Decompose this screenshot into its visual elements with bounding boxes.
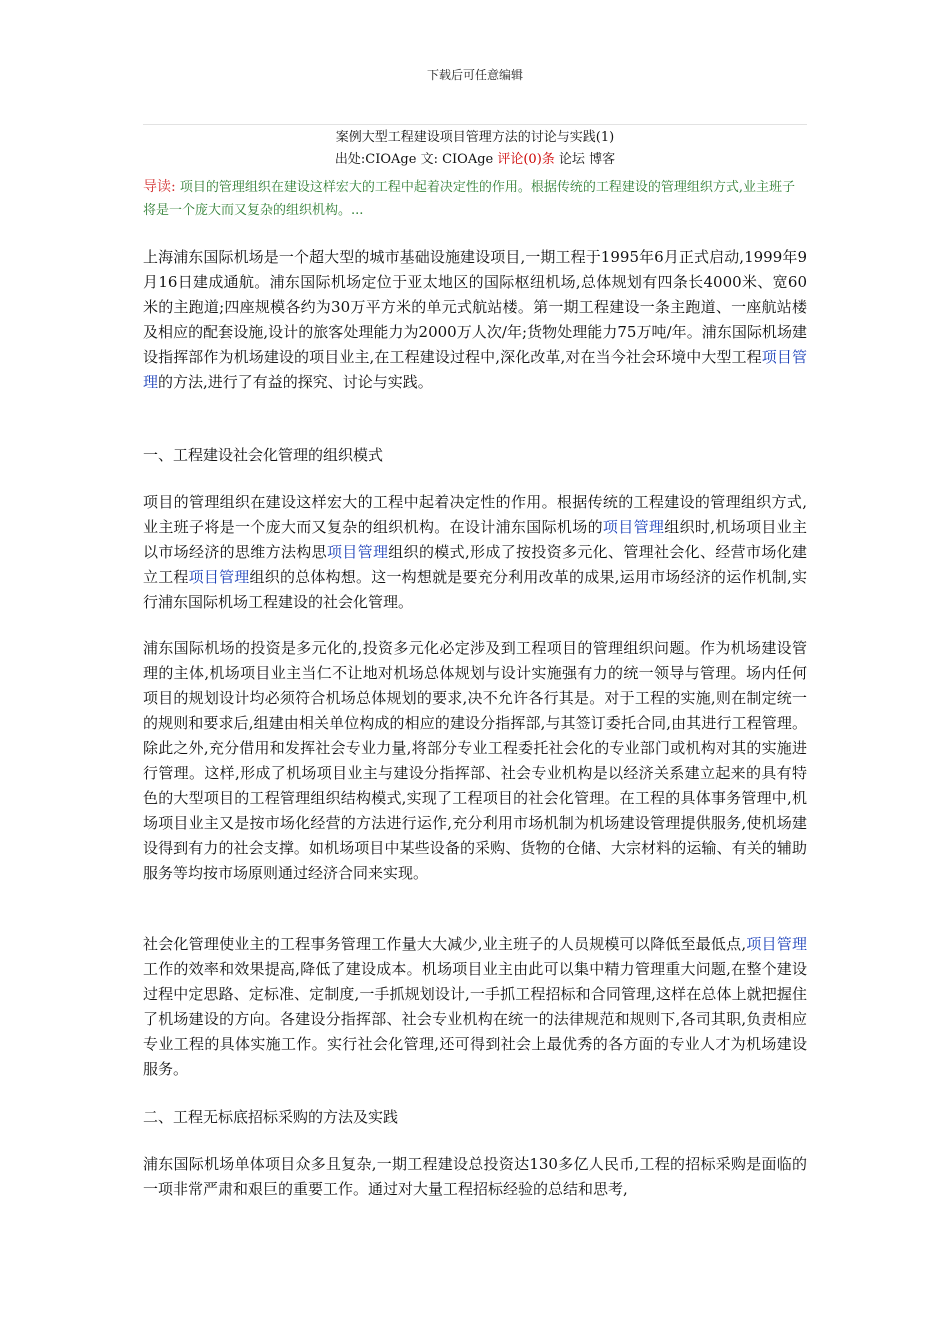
section-heading-2: 二、工程无标底招标采购的方法及实践 xyxy=(143,1108,399,1126)
lead-text: 项目的管理组织在建设这样宏大的工程中起着决定性的作用。根据传统的工程建设的管理组织方式,业主班子将是一个庞大而又复杂的组织机构。... xyxy=(143,180,795,218)
paragraph-2 xyxy=(143,490,807,615)
project-management-link[interactable]: 项目管理 xyxy=(143,348,807,391)
article-meta xyxy=(143,149,807,171)
article-title: 案例大型工程建设项目管理方法的讨论与实践(1) xyxy=(335,130,615,145)
author-label: 文: CIOAge xyxy=(420,152,494,167)
paragraph-4-text-b: 工作的效率和效果提高,降低了建设成本。机场项目业主由此可以集中精力管理重大问题,在整个建设过程中定思路、定标准、定制度,一手抓规划设计,一手抓工程招标和合同管理,这样在总体上就把握住了机场建设的方向。各建设分指挥部、社会专业机构在统一的法律规范和规则下,各司其职,负责相应专业工程的具体实施工作。实行社会化管理,还可得到社会上最优秀的各方面的专业人才为机场建设服务。 xyxy=(143,960,807,1078)
paragraph-2-text-b: 组织时,机场项目业主以市场经济的思维方法构思 xyxy=(143,518,807,561)
section-heading-1: 一、工程建设社会化管理的组织模式 xyxy=(143,446,384,464)
paragraph-4-text-a: 社会化管理使业主的工程事务管理工作量大大减少,业主班子的人员规模可以降低至最低点, xyxy=(143,935,747,953)
paragraph-1 xyxy=(143,245,807,395)
paragraph-2-text-c: 组织的模式,形成了按投资多元化、管理社会化、经营市场化建立工程 xyxy=(143,543,807,586)
project-management-link[interactable]: 项目管理 xyxy=(602,518,665,536)
paragraph-1-text-b: 的方法,进行了有益的探究、讨论与实践。 xyxy=(158,373,433,391)
blog-link[interactable]: 博客 xyxy=(589,152,616,167)
project-management-link[interactable]: 项目管理 xyxy=(326,543,389,561)
paragraph-2-text-d: 组织的总体构想。这一构想就是要充分利用改革的成果,运用市场经济的运作机制,实行浦东国际机场工程建设的社会化管理。 xyxy=(143,568,807,611)
article-header xyxy=(143,124,807,171)
page-header-note: 下载后可任意编辑 xyxy=(426,68,523,82)
paragraph-2-text-a: 项目的管理组织在建设这样宏大的工程中起着决定性的作用。根据传统的工程建设的管理组织方式,业主班子将是一个庞大而又复杂的组织机构。在设计浦东国际机场的 xyxy=(143,493,807,536)
project-management-link[interactable]: 项目管理 xyxy=(746,935,807,953)
paragraph-4 xyxy=(143,932,807,1082)
source-label: 出处:CIOAge xyxy=(334,152,417,167)
forum-link[interactable]: 论坛 xyxy=(558,152,585,167)
paragraph-5: 浦东国际机场单体项目众多且复杂,一期工程建设总投资达130多亿人民币,工程的招标采购是面临的一项非常严肃和艰巨的重要工作。通过对大量工程招标经验的总结和思考, xyxy=(143,1155,807,1198)
lead-label: 导读: xyxy=(143,179,176,195)
paragraph-1-text-a: 上海浦东国际机场是一个超大型的城市基础设施建设项目,一期工程于1995年6月正式启动,1999年9月16日建成通航。浦东国际机场定位于亚太地区的国际枢纽机场,总体规划有四条长4000米、宽60米的主跑道;四座规模各约为30万平方米的单元式航站楼。第一期工程建设一条主跑道、一座航站楼及相应的配套设施,设计的旅客处理能力为2000万人次/年;货物处理能力75万吨/年。浦东国际机场建设指挥部作为机场建设的项目业主,在工程建设过程中,深化改革,对在当今社会环境中大型工程 xyxy=(143,248,807,366)
article-lead xyxy=(143,176,807,222)
paragraph-3: 浦东国际机场的投资是多元化的,投资多元化必定涉及到工程项目的管理组织问题。作为机场建设管理的主体,机场项目业主当仁不让地对机场总体规划与设计实施强有力的统一领导与管理。场内任何项目的规划设计均必须符合机场总体规划的要求,决不允许各行其是。对于工程的实施,则在制定统一的规则和要求后,组建由相关单位构成的相应的建设分指挥部,与其签订委托合同,由其进行工程管理。除此之外,充分借用和发挥社会专业力量,将部分专业工程委托社会化的专业部门或机构对其的实施进行管理。这样,形成了机场项目业主与建设分指挥部、社会专业机构是以经济关系建立起来的具有特色的大型项目的工程管理组织结构模式,实现了工程项目的社会化管理。在工程的具体事务管理中,机场项目业主又是按市场化经营的方法进行运作,充分利用市场机制为机场建设管理提供服务,使机场建设得到有力的社会支撑。如机场项目中某些设备的采购、货物的仓储、大宗材料的运输、有关的辅助服务等均按市场原则通过经济合同来实现。 xyxy=(143,639,807,882)
project-management-link[interactable]: 项目管理 xyxy=(188,568,250,586)
comments-link[interactable]: 评论(0)条 xyxy=(497,152,555,167)
